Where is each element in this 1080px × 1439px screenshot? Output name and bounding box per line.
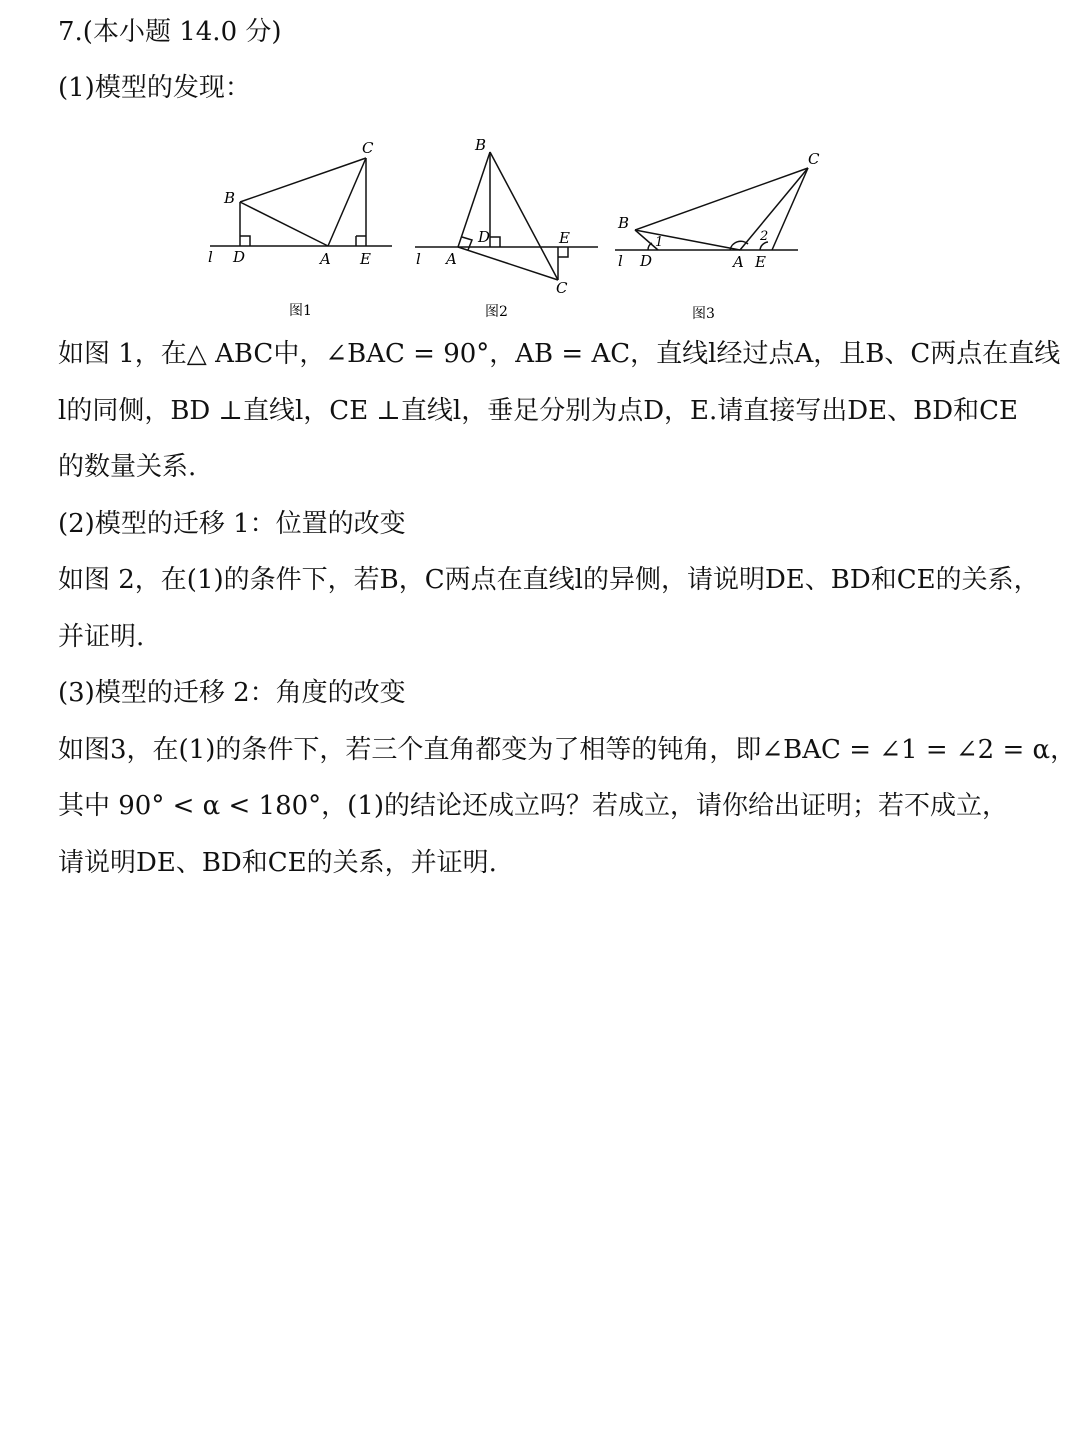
part1-text-line-1: 如图 1，在△ ABC中，∠BAC = 90°，AB = AC，直线l经过点A，且B、C两点在直线	[58, 339, 1061, 369]
part1-text-line-2: l的同侧，BD ⊥直线l，CE ⊥直线l，垂足分别为点D，E.请直接写出DE、BD和CE	[58, 396, 1018, 426]
fig1-label-A: A	[320, 250, 331, 268]
fig2-label-E: E	[559, 229, 570, 247]
fig3-caption: 图3	[692, 306, 715, 322]
fig2-label-B: B	[475, 136, 487, 154]
part2-text-line-1: 如图 2，在(1)的条件下，若B，C两点在直线l的异侧，请说明DE、BD和CE的关系，	[58, 565, 1040, 595]
fig3-label-B: B	[618, 214, 630, 232]
fig3-label-D: D	[640, 252, 653, 270]
part1-title: (1)模型的发现：	[58, 73, 251, 103]
fig1-label-D: D	[233, 248, 246, 266]
part2-title: (2)模型的迁移 1：位置的改变	[58, 509, 406, 539]
fig3-label-E: E	[755, 253, 766, 271]
fig2-label-D: D	[478, 228, 491, 246]
fig2-label-C: C	[556, 279, 568, 297]
part3-title: (3)模型的迁移 2：角度的改变	[58, 678, 406, 708]
fig1-label-l: l	[208, 248, 213, 266]
fig1-label-B: B	[224, 189, 236, 207]
part3-text-line-2: 其中 90° < α < 180°，(1)的结论还成立吗？若成立，请你给出证明；若不成立，	[58, 791, 1008, 821]
part3-text-line-3: 请说明DE、BD和CE的关系，并证明.	[58, 848, 497, 878]
figure-2-drawing	[415, 152, 598, 280]
fig3-label-C: C	[808, 150, 820, 168]
fig1-caption: 图1	[289, 303, 312, 319]
part2-text-line-2: 并证明.	[58, 622, 145, 652]
figure-1-drawing	[210, 158, 392, 246]
figure-3-drawing	[615, 168, 808, 250]
fig3-label-l: l	[618, 252, 623, 270]
geometry-figures	[200, 130, 840, 330]
fig2-label-l: l	[416, 250, 421, 268]
fig3-angle-1-label: 1	[655, 235, 664, 250]
figures-svg	[200, 130, 840, 330]
fig3-angle-2-label: 2	[760, 229, 769, 244]
part3-text-line-1: 如图3，在(1)的条件下，若三个直角都变为了相等的钝角，即∠BAC = ∠1 = ∠2 = α，	[58, 735, 1077, 765]
fig1-label-E: E	[360, 250, 371, 268]
fig1-label-C: C	[362, 139, 374, 157]
fig2-label-A: A	[446, 250, 457, 268]
question-header: 7.(本小题 14.0 分)	[58, 17, 282, 47]
part1-text-line-3: 的数量关系.	[58, 452, 197, 482]
fig2-caption: 图2	[485, 304, 508, 320]
fig3-label-A: A	[733, 253, 744, 271]
